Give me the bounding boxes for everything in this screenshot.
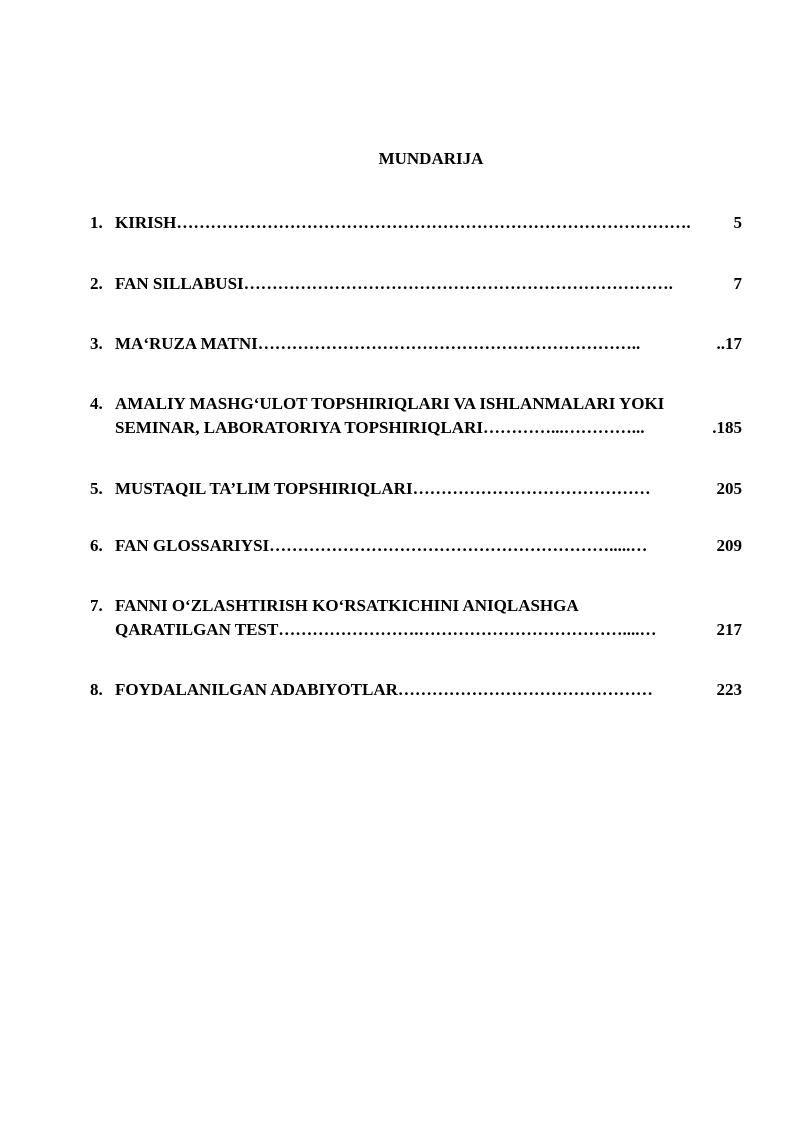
toc-page-number: 217: [716, 620, 742, 639]
toc-entry-title: FAN SILLABUSI: [115, 274, 244, 293]
toc-leader-dots: ………………………………………………………………….: [243, 274, 673, 293]
toc-entry-number: 6.: [90, 536, 103, 555]
toc-leader-dots: ……………………………………: [412, 479, 651, 498]
toc-entry-fan-sillabusi[interactable]: [90, 272, 742, 296]
toc-leader-dots: ………………………………………: [397, 680, 653, 699]
toc-entry-title: QARATILGAN TEST: [115, 620, 279, 639]
toc-entry-mustaqil-talim[interactable]: [90, 477, 742, 501]
toc-entry-amaliy-mashgulot[interactable]: [90, 392, 742, 440]
toc-leader-dots: ……………………………………………………………………………….: [176, 213, 691, 232]
toc-entry-title: SEMINAR, LABORATORIYA TOPSHIRIQLARI: [115, 418, 483, 437]
toc-leader-dots: …………...…………...: [482, 418, 645, 437]
toc-leader-dots: …………………….………………………………....…: [278, 620, 657, 639]
toc-leader-dots: …………………………………………………………..: [257, 334, 641, 353]
toc-entry-number: 3.: [90, 334, 103, 353]
toc-entry-title: FOYDALANILGAN ADABIYOTLAR: [115, 680, 398, 699]
toc-entry-number: 2.: [90, 274, 103, 293]
toc-entry-number: 7.: [90, 596, 103, 615]
toc-entry-title-line: FANNI O‘ZLASHTIRISH KO‘RSATKICHINI ANIQLASHGA: [115, 596, 579, 615]
toc-entry-fanni-ozlashtirish[interactable]: [90, 594, 742, 642]
page-title: MUNDARIJA: [378, 149, 484, 168]
toc-entry-title: MUSTAQIL TA’LIM TOPSHIRIQLARI: [115, 479, 413, 498]
toc-entry-number: 4.: [90, 394, 103, 413]
toc-entry-title: MA‘RUZA MATNI: [115, 334, 258, 353]
toc-page-number: 7: [733, 274, 742, 293]
toc-page-number: 209: [716, 536, 742, 555]
toc-entry-number: 8.: [90, 680, 103, 699]
toc-entry-number: 5.: [90, 479, 103, 498]
toc-entry-title: FAN GLOSSARIYSI: [115, 536, 270, 555]
toc-entry-fan-glossariysi[interactable]: [90, 534, 742, 558]
toc-page-number: ..17: [716, 334, 742, 353]
toc-page-number: 5: [733, 213, 742, 232]
toc-entry-kirish[interactable]: [90, 211, 742, 235]
toc-entry-title-line: AMALIY MASHG‘ULOT TOPSHIRIQLARI VA ISHLANMALARI YOKI: [115, 394, 665, 413]
toc-leader-dots: …………………………………………………….....…: [269, 536, 648, 555]
toc-page-number: .185: [712, 418, 742, 437]
toc-page-number: 205: [716, 479, 742, 498]
toc-entry-number: 1.: [90, 213, 103, 232]
toc-page-number: 223: [716, 680, 742, 699]
toc-entry-maruza-matni[interactable]: [90, 332, 742, 356]
toc-entry-title: KIRISH: [115, 213, 177, 232]
toc-entry-foydalanilgan-adabiyotlar[interactable]: [90, 678, 742, 702]
